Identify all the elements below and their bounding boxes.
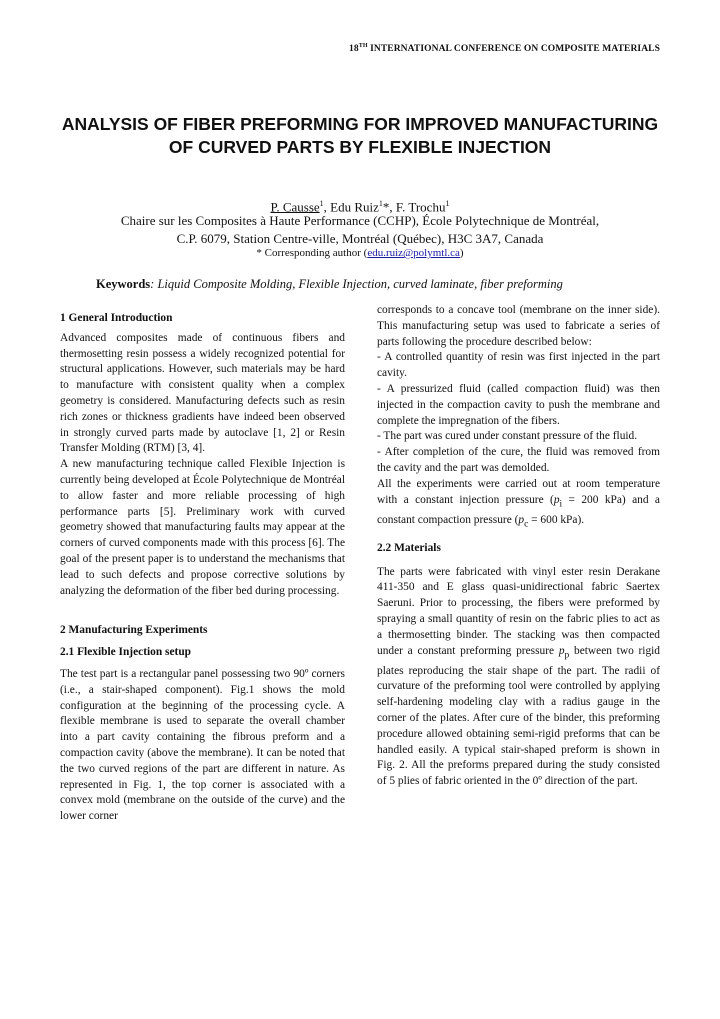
symbol-p-c-sub: c — [524, 518, 529, 529]
keywords-line — [96, 277, 563, 292]
procedure-paragraph: corresponds to a concave tool (membrane on the inner side). This manufacturing setup was used to fabricate a series of parts following the procedure described below: — [377, 304, 660, 348]
keywords-label: Keywords — [96, 277, 151, 291]
author-causse: P. Causse — [270, 199, 320, 215]
subsection-heading-setup: 2.1 Flexible Injection setup — [60, 646, 191, 659]
keywords-separator: : — [150, 277, 158, 291]
author-affil-marker: 1 — [378, 199, 383, 208]
materials-paragraph — [377, 565, 660, 790]
materials-text-a: The parts were fabricated with vinyl ester resin Derakane 411-350 and E glass quasi-unidirectional fabric Saertex Saeruni. Prior to processing, the fibers were preformed by spraying a small quantity of resin on the fabric plies to act as a thermosetting binder. The stacking was then compacted under a constant preforming pressure — [377, 565, 660, 657]
author-trochu: *, F. Trochu — [382, 199, 446, 215]
procedure-step-1: - A controlled quantity of resin was first injected in the part cavity. — [377, 351, 660, 380]
affiliation-line-1: Chaire sur les Composites à Haute Performance (CCHP), École Polytechnique de Montréal, — [120, 213, 600, 228]
conditions-paragraph — [377, 477, 660, 533]
symbol-p-i: p — [553, 493, 560, 506]
conditions-text-b: = 200 kPa) and a constant compaction pressure ( — [377, 493, 660, 526]
conditions-text-a: All the experiments were carried out at room temperature with a constant injection pressure ( — [377, 477, 660, 506]
setup-paragraph-1: The test part is a rectangular panel possessing two 90º corners (i.e., a stair-shaped component). Fig.1 shows the mold configuration at the beginning of the processing cycle. A flexible membrane is used to separate the overall chamber into a part cavity containing the fibrous preform and a compaction cavity (above the membrane). It can be noted that the two curved regions of the part are different in nature. As represented in Fig. 1, the top corner is associated with a convex mold (membrane on the outside of the curve) and the lower corner — [60, 667, 345, 823]
subsection-heading-materials: 2.2 Materials — [377, 541, 441, 554]
procedure-step-4: - After completion of the cure, the fluid was removed from the cavity and the part was demolded. — [377, 446, 660, 474]
intro-paragraph-2: A new manufacturing technique called Flexible Injection is currently being developed at École Polytechnique de Montréal to allow faster and more reliable processing of high performance parts [5]. Preliminary work with curved geometry showed that manufacturing faults may appear at the corners of curved components made with this process [6]. The goal of the present paper is to understand the mechanisms that lead to such defects and propose corrective solutions by analyzing the deformation of the fiber bed during processing. — [60, 458, 345, 597]
section-heading-introduction: 1 General Introduction — [60, 312, 173, 324]
author-ruiz: , Edu Ruiz — [323, 199, 379, 215]
conditions-text-c: = 600 kPa). — [528, 513, 585, 526]
corresponding-email-link[interactable]: edu.ruiz@polymtl.ca — [367, 247, 460, 259]
left-column — [60, 303, 345, 825]
procedure-step-2: - A pressurized fluid (called compaction fluid) was then injected in the compaction cavity to push the membrane and complete the impregnation of the fibers. — [377, 382, 660, 427]
author-affil-marker: 1 — [445, 199, 450, 208]
header-number: 18 — [349, 44, 359, 55]
materials-text-b: between two rigid plates reproducing the stair shape of the part. The radii of curvature of the preforming tool were controlled by applying self-hardening modeling clay with a radius gauge in the corner of the plates. After cure of the binder, this preforming procedure allowed obtaining semi-rigid preforms that can be handled easily. A typical stair-shaped preform is shown in Fig. 2. All the preforms prepared during the study consisted of 5 plies of fabric oriented in the 0º direction of the part. — [377, 644, 661, 788]
intro-paragraph-1: Advanced composites made of continuous fibers and thermosetting resin possess a widely recognized potential for structural applications. However, such materials may be hard to manufacture with consistent quality when a complex geometry is considered. Manufacturing defects such as resin rich zones or thickness gradients have indeed been observed in strongly curved parts made by autoclave [1, 2] or Resin Transfer Molding (RTM) [3, 4]. — [60, 331, 345, 455]
symbol-p-p-sub: p — [564, 649, 570, 660]
symbol-p-c: p — [518, 513, 525, 526]
procedure-step-3: - The part was cured under constant pressure of the fluid. — [377, 430, 638, 443]
symbol-p-p: p — [558, 644, 565, 657]
author-affil-marker: 1 — [319, 199, 324, 208]
running-header — [349, 43, 660, 54]
header-superscript: TH — [358, 43, 368, 49]
affiliation-line-2: C.P. 6079, Station Centre-ville, Montréal (Québec), H3C 3A7, Canada — [176, 231, 544, 246]
keywords-text: Liquid Composite Molding, Flexible Injection, curved laminate, fiber preforming — [157, 277, 563, 291]
corresponding-suffix: ) — [459, 247, 464, 259]
paper-title: ANALYSIS OF FIBER PREFORMING FOR IMPROVED MANUFACTURING OF CURVED PARTS BY FLEXIBLE INJECTION — [61, 114, 659, 157]
corresponding-author — [60, 246, 660, 261]
symbol-p-i-sub: i — [559, 498, 563, 509]
right-column — [377, 303, 660, 790]
corresponding-prefix: * Corresponding author ( — [256, 247, 368, 259]
section-heading-experiments: 2 Manufacturing Experiments — [60, 624, 208, 637]
header-text: INTERNATIONAL CONFERENCE ON COMPOSITE MATERIALS — [367, 44, 660, 55]
